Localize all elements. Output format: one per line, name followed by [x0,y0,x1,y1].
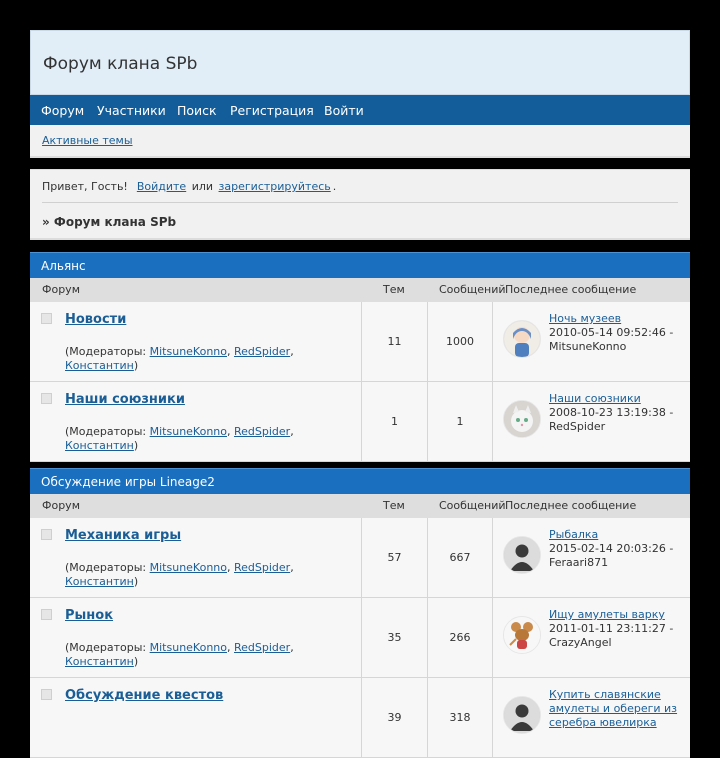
column-header-row [30,278,690,302]
last-post-info [549,688,689,730]
white-cat-avatar[interactable] [503,400,541,438]
cartoon-mouse-avatar[interactable] [503,616,541,654]
forum-status-icon [41,689,52,700]
last-post-info [549,392,689,434]
last-post-info [549,528,689,570]
forum-link[interactable]: Механика игры [65,528,182,543]
column-last-post: Последнее сообщение [505,283,637,296]
site-title: Форум клана SPb [43,54,198,74]
post-count: 318 [449,711,471,724]
post-count: 1000 [446,335,474,348]
moderator-link[interactable]: RedSpider [234,641,291,654]
welcome-text [42,180,336,193]
moderators-close: ) [133,439,139,452]
welcome-panel [30,169,690,240]
post-count: 667 [449,551,471,564]
category-title[interactable]: Обсуждение игры Lineage2 [30,468,690,494]
post-count: 266 [449,631,471,644]
forum-status-icon [41,529,52,540]
moderator-link[interactable]: MitsuneKonno [149,641,227,654]
category-title[interactable]: Альянс [30,252,690,278]
post-count: 1 [456,415,464,428]
separator: , [227,425,231,438]
column-forum: Форум [42,283,80,296]
anime-girl-avatar[interactable] [503,320,541,358]
separator: , [290,345,294,358]
moderator-link[interactable]: Константин [65,575,134,588]
last-post-author: CrazyAngel [549,636,612,649]
last-post-date: 2015-02-14 20:03:26 - [549,542,674,555]
moderators-label: (Модераторы: [65,641,147,654]
moderators-label: (Модераторы: [65,425,147,438]
default-user-avatar[interactable] [503,696,541,734]
moderator-link[interactable]: MitsuneKonno [149,345,227,358]
moderator-link[interactable]: RedSpider [234,561,291,574]
topic-count: 39 [387,711,402,724]
moderator-link[interactable]: Константин [65,655,134,668]
nav-members[interactable]: Участники [97,103,166,118]
forum-row [30,598,690,678]
moderator-link[interactable]: Константин [65,439,134,452]
moderators-label: (Модераторы: [65,345,147,358]
moderators-label: (Модераторы: [65,561,147,574]
category-lineage2 [30,468,690,758]
moderator-link[interactable]: RedSpider [234,425,291,438]
or-text: или [191,180,214,193]
last-post-date: 2010-05-14 09:52:46 - [549,326,674,339]
divider [42,202,678,203]
forum-link[interactable]: Обсуждение квестов [65,688,224,703]
moderator-link[interactable]: MitsuneKonno [149,425,227,438]
moderator-link[interactable]: RedSpider [234,345,291,358]
column-header-row [30,494,690,518]
category-alliance [30,252,690,462]
period-text: . [332,180,337,193]
forum-link[interactable]: Наши союзники [65,392,185,407]
forum-row [30,518,690,598]
separator: , [290,641,294,654]
nav-register[interactable]: Регистрация [230,103,314,118]
separator: , [290,561,294,574]
moderators-close: ) [133,655,139,668]
forum-row [30,302,690,382]
last-post-date: 2008-10-23 13:19:38 - [549,406,674,419]
column-posts: Сообщений [439,283,506,296]
last-post-info [549,312,689,354]
forum-status-icon [41,393,52,404]
separator: , [227,345,231,358]
topic-count: 1 [391,415,398,428]
last-post-link[interactable]: Ищу амулеты варку [549,608,665,621]
register-link[interactable]: зарегистрируйтесь [218,180,331,193]
column-topics: Тем [383,283,405,296]
column-topics: Тем [383,499,405,512]
last-post-author: RedSpider [549,420,606,433]
forum-row [30,678,690,758]
column-posts: Сообщений [439,499,506,512]
last-post-info [549,608,689,650]
greeting-text: Привет, Гость! [42,180,128,193]
header-banner [30,30,690,95]
moderator-link[interactable]: Константин [65,359,134,372]
forum-link[interactable]: Новости [65,312,127,327]
moderators-list [65,641,355,669]
column-forum: Форум [42,499,80,512]
last-post-author: MitsuneKonno [549,340,627,353]
nav-login[interactable]: Войти [324,103,364,118]
login-link[interactable]: Войдите [136,180,187,193]
separator: , [290,425,294,438]
topic-count: 57 [387,551,402,564]
default-user-avatar[interactable] [503,536,541,574]
forum-status-icon [41,609,52,620]
forum-row [30,382,690,462]
moderators-list [65,561,355,589]
last-post-date: 2011-01-11 23:11:27 - [549,622,674,635]
separator: , [227,561,231,574]
last-post-link[interactable]: Купить славянские амулеты и обереги из серебра ювелирка [549,688,678,729]
topic-count: 35 [387,631,402,644]
moderators-close: ) [133,575,139,588]
moderator-link[interactable]: MitsuneKonno [149,561,227,574]
last-post-link[interactable]: Ночь музеев [549,312,622,325]
main-navbar [30,95,690,125]
nav-forum[interactable]: Форум [41,103,85,118]
breadcrumb: » Форум клана SPb [42,215,177,229]
last-post-author: Feraari871 [549,556,609,569]
nav-search[interactable]: Поиск [177,103,217,118]
last-post-link[interactable]: Наши союзники [549,392,641,405]
column-last-post: Последнее сообщение [505,499,637,512]
moderators-list [65,345,355,373]
forum-header [30,30,690,158]
separator: , [227,641,231,654]
active-topics-link[interactable]: Активные темы [42,134,133,147]
forum-link[interactable]: Рынок [65,608,114,623]
topic-count: 11 [387,335,402,348]
forum-status-icon [41,313,52,324]
last-post-link[interactable]: Рыбалка [549,528,599,541]
moderators-list [65,425,355,453]
moderators-close: ) [133,359,139,372]
